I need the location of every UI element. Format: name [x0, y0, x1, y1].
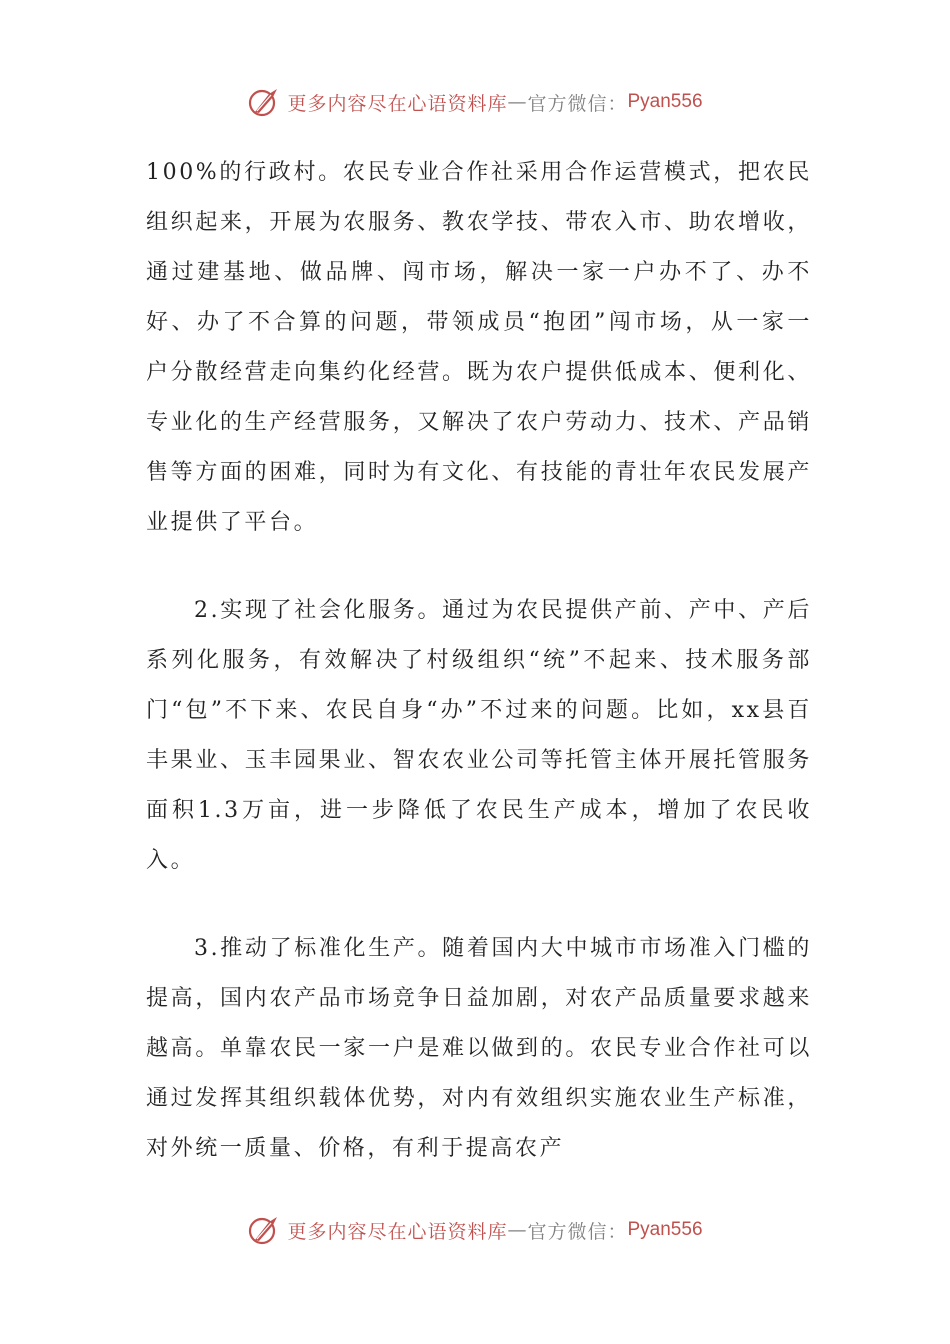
quill-pen-icon: [247, 1213, 281, 1247]
banner-wechat-id: Pyan556: [627, 91, 703, 112]
footer-banner-content: [247, 1213, 702, 1247]
banner-wechat-label: 官方微信：: [527, 92, 628, 115]
quill-pen-icon: [247, 85, 281, 119]
banner-slogan: 更多内容尽在心语资料库: [287, 92, 508, 115]
paragraph-standardized-production: 3.推动了标准化生产。随着国内大中城市市场准入门槛的提高，国内农产品市场竞争日益加剧，对农产品质量要求越来越高。单靠农民一家一户是难以做到的。农民专业合作社可以通过发挥其组织载体优势，对内有效组织实施农业生产标准，对外统一质量、价格，有利于提高农产: [146, 936, 812, 1161]
banner-slogan: 更多内容尽在心语资料库: [287, 1220, 508, 1243]
banner-dash: —: [507, 91, 528, 113]
banner-dash: —: [507, 1219, 528, 1241]
banner-wechat-id: Pyan556: [627, 1219, 703, 1240]
footer-banner: [0, 1210, 950, 1250]
header-banner-content: [247, 85, 702, 119]
header-banner: [0, 82, 950, 122]
paragraph-social-service: 2.实现了社会化服务。通过为农民提供产前、产中、产后系列化服务，有效解决了村级组织“统”不起来、技术服务部门“包”不下来、农民自身“办”不过来的问题。比如，xx县百丰果业、玉丰园果业、智农农业公司等托管主体开展托管服务面积1.3万亩，进一步降低了农民生产成本，增加了农民收入。: [146, 598, 812, 873]
document-body: [146, 148, 812, 1174]
paragraph-continuation: 100%的行政村。农民专业合作社采用合作运营模式，把农民组织起来，开展为农服务、教农学技、带农入市、助农增收，通过建基地、做品牌、闯市场，解决一家一户办不了、办不好、办了不合算的问题，带领成员“抱团”闯市场，从一家一户分散经营走向集约化经营。既为农户提供低成本、便利化、专业化的生产经营服务，又解决了农户劳动力、技术、产品销售等方面的困难，同时为有文化、有技能的青壮年农民发展产业提供了平台。: [146, 160, 812, 535]
banner-wechat-label: 官方微信：: [527, 1220, 628, 1243]
